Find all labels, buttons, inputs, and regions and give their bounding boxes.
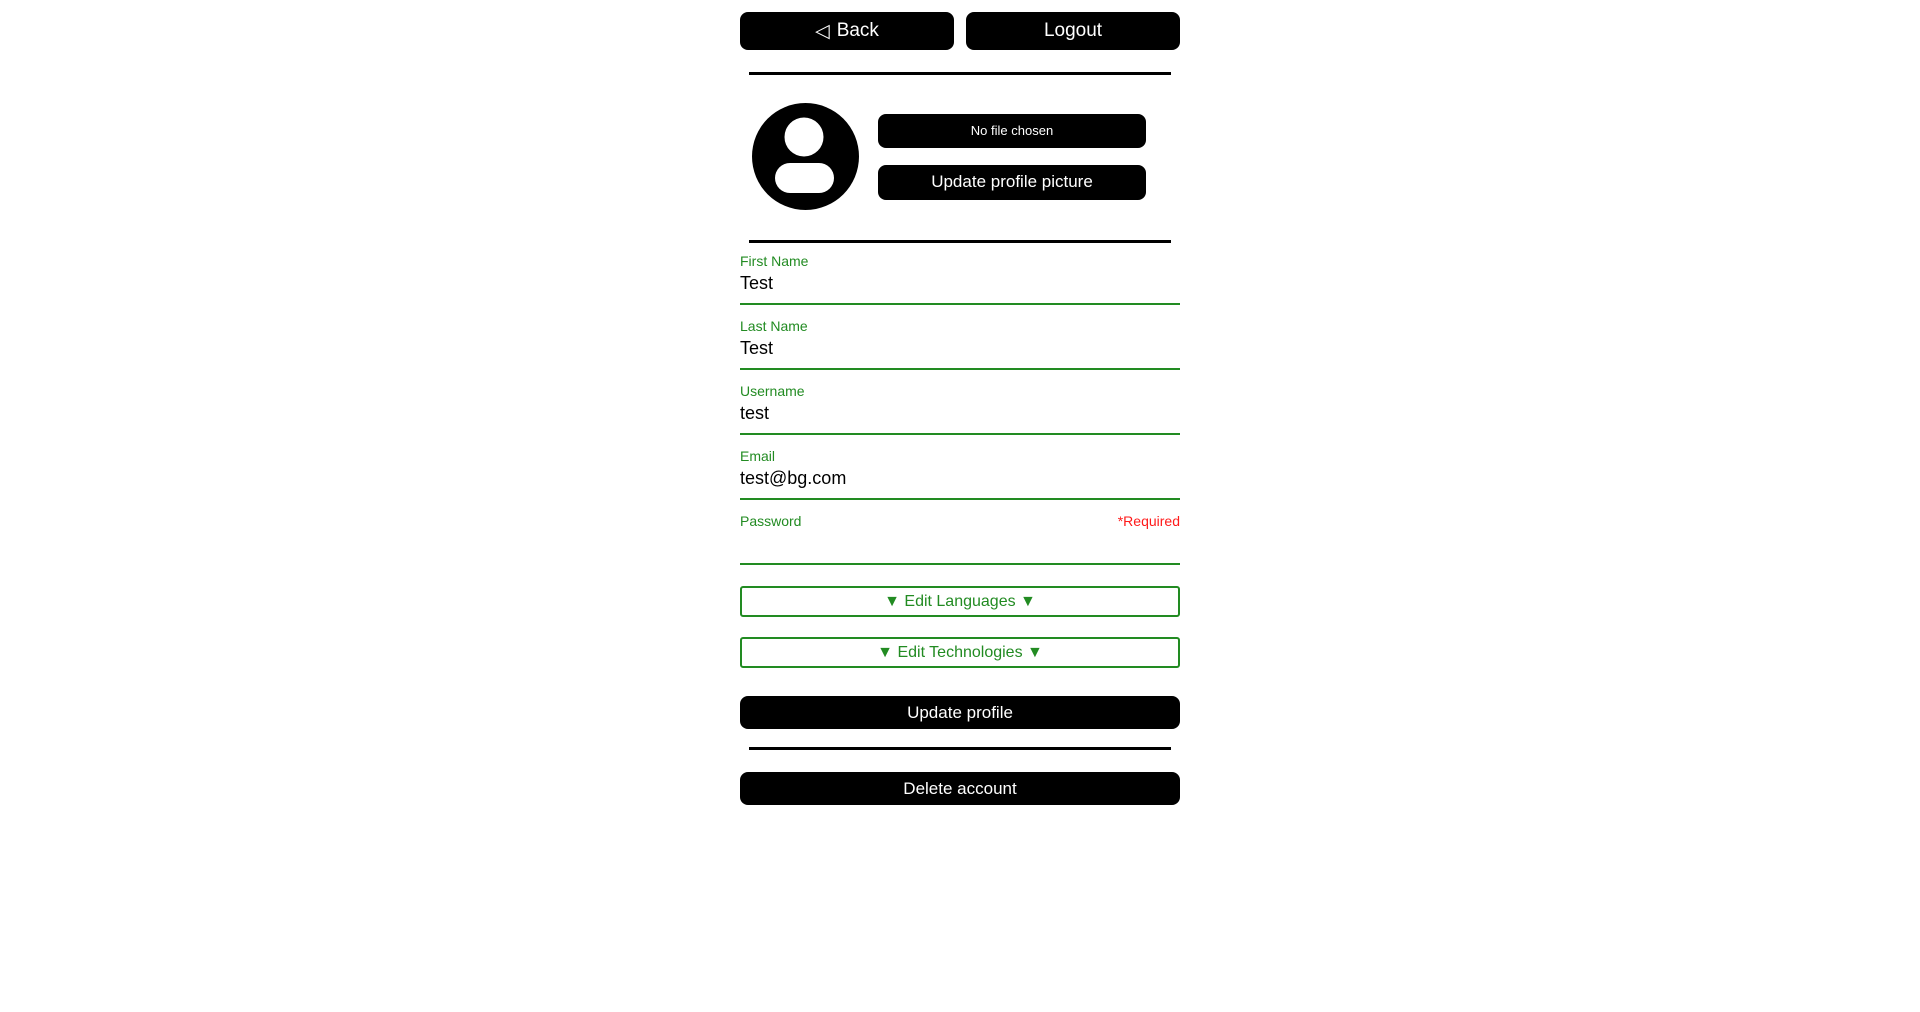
- first-name-label-text: First Name: [740, 253, 809, 269]
- divider-picture: [749, 240, 1171, 243]
- password-field[interactable]: [740, 529, 1180, 565]
- username-field[interactable]: [740, 399, 1180, 435]
- delete-account-label: Delete account: [903, 778, 1017, 798]
- logout-button[interactable]: [966, 12, 1180, 50]
- email-label-text: Email: [740, 448, 776, 464]
- email-label: [740, 448, 1180, 464]
- username-label-text: Username: [740, 383, 805, 399]
- field-email: [740, 448, 1180, 500]
- field-password: [740, 513, 1180, 565]
- top-button-row: [740, 12, 1180, 50]
- divider-top: [749, 72, 1171, 75]
- delete-account-button[interactable]: [740, 772, 1180, 805]
- edit-languages-button[interactable]: ▼ Edit Languages ▼: [740, 586, 1180, 617]
- last-name-label-text: Last Name: [740, 318, 808, 334]
- picture-button-column: [878, 114, 1146, 200]
- update-picture-label: Update profile picture: [931, 172, 1093, 191]
- first-name-label: [740, 253, 1180, 269]
- email-field[interactable]: [740, 464, 1180, 500]
- back-button[interactable]: [740, 12, 954, 50]
- profile-picture-section: [740, 103, 1180, 210]
- update-profile-button[interactable]: [740, 696, 1180, 729]
- file-status-label: No file chosen: [970, 123, 1054, 138]
- password-label-text: Password: [740, 513, 802, 529]
- first-name-field[interactable]: [740, 269, 1180, 305]
- field-last-name: [740, 318, 1180, 370]
- file-input-button[interactable]: [878, 114, 1146, 148]
- logout-button-label: Logout: [1043, 20, 1103, 41]
- profile-page: [740, 0, 1180, 805]
- field-username: [740, 383, 1180, 435]
- back-button-label: Back: [836, 20, 879, 41]
- divider-bottom: [749, 747, 1171, 750]
- last-name-label: [740, 318, 1180, 334]
- back-arrow-icon: ◁: [815, 20, 830, 42]
- username-label: [740, 383, 1180, 399]
- last-name-field[interactable]: [740, 334, 1180, 370]
- update-profile-label: Update profile: [907, 702, 1013, 722]
- person-circle-icon: [752, 103, 859, 210]
- password-label-row: [740, 513, 1180, 529]
- field-first-name: [740, 253, 1180, 305]
- profile-form: [740, 253, 1180, 729]
- update-picture-button[interactable]: [878, 165, 1146, 200]
- edit-technologies-button[interactable]: ▼ Edit Technologies ▼: [740, 637, 1180, 668]
- password-required-badge: *Required: [1117, 513, 1180, 529]
